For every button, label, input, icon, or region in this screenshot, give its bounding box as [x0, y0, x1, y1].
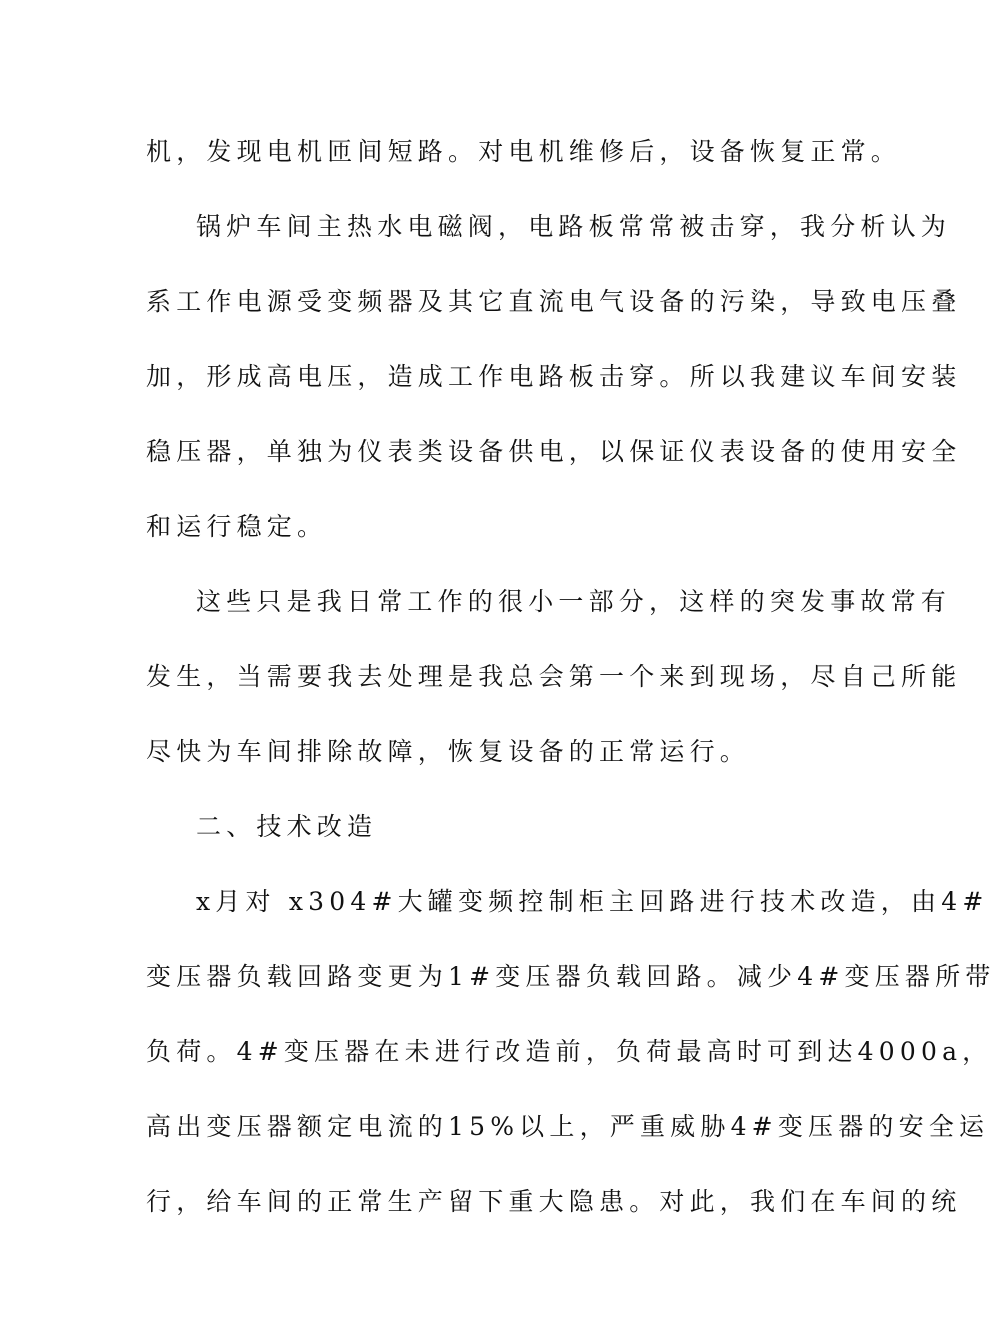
text-line: 机，发现电机匝间短路。对电机维修后，设备恢复正常。	[146, 137, 902, 166]
text-line: 锅炉车间主热水电磁阀，电路板常常被击穿，我分析认为	[196, 212, 952, 241]
text-line: 系工作电源受变频器及其它直流电气设备的污染，导致电压叠	[146, 287, 962, 316]
text-line: 尽快为车间排除故障，恢复设备的正常运行。	[146, 737, 751, 766]
text-line: x月对 x304#大罐变频控制柜主回路进行技术改造，由4#	[196, 887, 989, 916]
document-body	[146, 128, 996, 1253]
text-line: 高出变压器额定电流的15%以上，严重威胁4#变压器的安全运	[146, 1112, 990, 1141]
section-heading: 二、技术改造	[196, 812, 378, 841]
text-line: 发生，当需要我去处理是我总会第一个来到现场，尽自己所能	[146, 662, 962, 691]
text-line: 和运行稳定。	[146, 512, 328, 541]
text-line: 变压器负载回路变更为1#变压器负载回路。减少4#变压器所带	[146, 962, 996, 991]
text-line: 这些只是我日常工作的很小一部分，这样的突发事故常有	[196, 587, 952, 616]
text-line: 行，给车间的正常生产留下重大隐患。对此，我们在车间的统	[146, 1187, 962, 1216]
text-line: 稳压器，单独为仪表类设备供电，以保证仪表设备的使用安全	[146, 437, 962, 466]
text-line: 负荷。4#变压器在未进行改造前，负荷最高时可到达4000a，	[146, 1037, 993, 1066]
text-line: 加，形成高电压，造成工作电路板击穿。所以我建议车间安装	[146, 362, 962, 391]
